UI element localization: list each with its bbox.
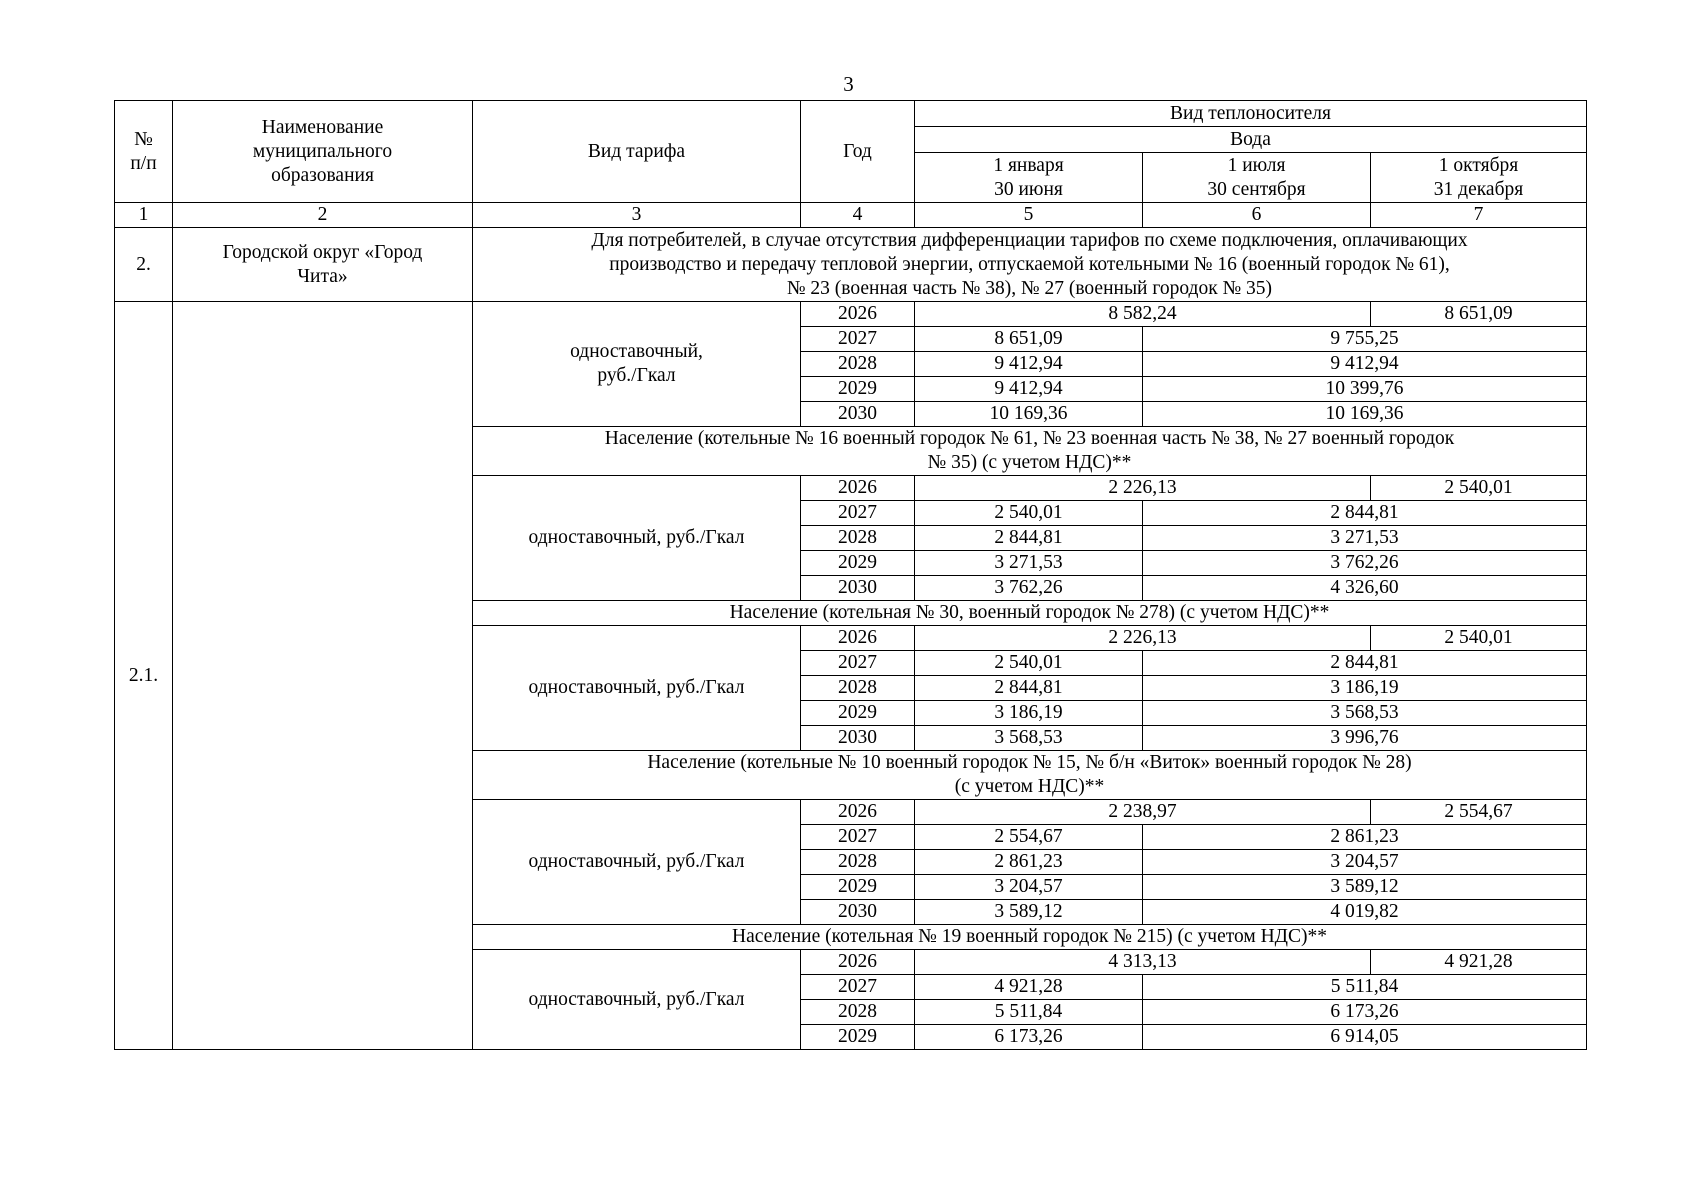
year-cell: 2029 — [801, 701, 915, 726]
row-2-description: Для потребителей, в случае отсутствия дифференциации тарифов по схеме подключения, оплачивающих производство и передачу тепловой энергии, отпускаемой котельными № 16 (военный городок № 61), № 23 (военная часть № 38), № 27 (военный городок № 35) — [473, 228, 1587, 302]
value-cell-jan-jun: 9 412,94 — [915, 377, 1143, 402]
column-number: 5 — [915, 203, 1143, 228]
tariff-type-cell: одноставочный, руб./Гкал — [473, 626, 801, 751]
value-cell-jul-dec: 10 169,36 — [1143, 402, 1587, 427]
group-heading: Население (котельная № 30, военный городок № 278) (с учетом НДС)** — [473, 601, 1587, 626]
year-cell: 2029 — [801, 1025, 915, 1050]
row-2-1-num: 2.1. — [115, 302, 173, 1050]
column-number: 7 — [1371, 203, 1587, 228]
year-cell: 2029 — [801, 551, 915, 576]
year-cell: 2030 — [801, 726, 915, 751]
tariff-type-cell: одноставочный, руб./Гкал — [473, 302, 801, 427]
value-cell-jan-jun: 3 204,57 — [915, 875, 1143, 900]
value-cell-jan-sep: 2 226,13 — [915, 626, 1371, 651]
value-cell-jul-dec: 4 019,82 — [1143, 900, 1587, 925]
value-cell-jan-sep: 4 313,13 — [915, 950, 1371, 975]
year-cell: 2030 — [801, 576, 915, 601]
group-heading: Население (котельные № 16 военный городок № 61, № 23 военная часть № 38, № 27 военный городок № 35) (с учетом НДС)** — [473, 427, 1587, 476]
header-year: Год — [801, 101, 915, 203]
tariff-type-cell: одноставочный, руб./Гкал — [473, 476, 801, 601]
value-cell-jan-jun: 2 844,81 — [915, 526, 1143, 551]
value-cell-jan-sep: 8 582,24 — [915, 302, 1371, 327]
value-cell-jul-dec: 2 861,23 — [1143, 825, 1587, 850]
year-cell: 2028 — [801, 526, 915, 551]
value-cell-jul-dec: 3 271,53 — [1143, 526, 1587, 551]
year-cell: 2027 — [801, 825, 915, 850]
value-cell-jul-dec: 3 762,26 — [1143, 551, 1587, 576]
value-cell-jul-dec: 3 186,19 — [1143, 676, 1587, 701]
value-cell-jul-dec: 9 412,94 — [1143, 352, 1587, 377]
value-cell-jul-dec: 6 914,05 — [1143, 1025, 1587, 1050]
value-cell-jul-dec: 6 173,26 — [1143, 1000, 1587, 1025]
year-cell: 2026 — [801, 302, 915, 327]
value-cell-jan-jun: 2 844,81 — [915, 676, 1143, 701]
value-cell-oct-dec: 2 554,67 — [1371, 800, 1587, 825]
value-cell-jan-jun: 5 511,84 — [915, 1000, 1143, 1025]
year-cell: 2028 — [801, 352, 915, 377]
value-cell-jul-dec: 2 844,81 — [1143, 501, 1587, 526]
value-cell-jan-jun: 6 173,26 — [915, 1025, 1143, 1050]
value-cell-oct-dec: 8 651,09 — [1371, 302, 1587, 327]
header-municipality: Наименование муниципального образования — [173, 101, 473, 203]
value-cell-jan-jun: 4 921,28 — [915, 975, 1143, 1000]
value-cell-jan-jun: 3 271,53 — [915, 551, 1143, 576]
year-cell: 2026 — [801, 950, 915, 975]
header-carrier: Вид теплоносителя — [915, 101, 1587, 127]
row-2-name: Городской округ «Город Чита» — [173, 228, 473, 302]
header-tariff-type: Вид тарифа — [473, 101, 801, 203]
value-cell-jan-jun: 3 589,12 — [915, 900, 1143, 925]
value-cell-jan-jun: 8 651,09 — [915, 327, 1143, 352]
column-number: 1 — [115, 203, 173, 228]
year-cell: 2027 — [801, 327, 915, 352]
page-number: 3 — [843, 72, 854, 96]
value-cell-jul-dec: 10 399,76 — [1143, 377, 1587, 402]
value-cell-jul-dec: 3 204,57 — [1143, 850, 1587, 875]
year-cell: 2028 — [801, 1000, 915, 1025]
header-num: № п/п — [115, 101, 173, 203]
value-cell-jan-jun: 3 568,53 — [915, 726, 1143, 751]
value-cell-jul-dec: 3 589,12 — [1143, 875, 1587, 900]
row-2 — [115, 228, 1587, 302]
value-cell-jan-sep: 2 226,13 — [915, 476, 1371, 501]
value-cell-jan-jun: 2 861,23 — [915, 850, 1143, 875]
header-period-1: 1 января 30 июня — [915, 153, 1143, 203]
row-2-1-name — [173, 302, 473, 1050]
column-numbers-row — [115, 203, 1587, 228]
column-number: 4 — [801, 203, 915, 228]
value-cell-jul-dec: 9 755,25 — [1143, 327, 1587, 352]
tariff-type-cell: одноставочный, руб./Гкал — [473, 800, 801, 925]
value-cell-jan-jun: 10 169,36 — [915, 402, 1143, 427]
value-cell-jul-dec: 3 996,76 — [1143, 726, 1587, 751]
value-cell-oct-dec: 2 540,01 — [1371, 626, 1587, 651]
year-cell: 2027 — [801, 651, 915, 676]
year-cell: 2026 — [801, 476, 915, 501]
tariff-table — [114, 100, 1587, 1050]
year-cell: 2030 — [801, 900, 915, 925]
header-period-3: 1 октября 31 декабря — [1371, 153, 1587, 203]
value-cell-jan-sep: 2 238,97 — [915, 800, 1371, 825]
value-cell-oct-dec: 4 921,28 — [1371, 950, 1587, 975]
value-cell-jan-jun: 2 540,01 — [915, 651, 1143, 676]
header-period-2: 1 июля 30 сентября — [1143, 153, 1371, 203]
group-heading: Население (котельная № 19 военный городок № 215) (с учетом НДС)** — [473, 925, 1587, 950]
year-cell: 2029 — [801, 377, 915, 402]
year-cell: 2028 — [801, 676, 915, 701]
column-number: 3 — [473, 203, 801, 228]
value-cell-jan-jun: 3 186,19 — [915, 701, 1143, 726]
year-cell: 2030 — [801, 402, 915, 427]
value-cell-oct-dec: 2 540,01 — [1371, 476, 1587, 501]
year-cell: 2026 — [801, 800, 915, 825]
group-heading: Население (котельные № 10 военный городок № 15, № б/н «Виток» военный городок № 28) (с учетом НДС)** — [473, 751, 1587, 800]
value-cell-jul-dec: 4 326,60 — [1143, 576, 1587, 601]
value-cell-jul-dec: 5 511,84 — [1143, 975, 1587, 1000]
year-cell: 2027 — [801, 975, 915, 1000]
year-cell: 2026 — [801, 626, 915, 651]
value-cell-jan-jun: 2 540,01 — [915, 501, 1143, 526]
tariff-row — [115, 302, 1587, 327]
column-number: 2 — [173, 203, 473, 228]
tariff-type-cell: одноставочный, руб./Гкал — [473, 950, 801, 1050]
value-cell-jul-dec: 2 844,81 — [1143, 651, 1587, 676]
value-cell-jan-jun: 2 554,67 — [915, 825, 1143, 850]
value-cell-jan-jun: 9 412,94 — [915, 352, 1143, 377]
value-cell-jan-jun: 3 762,26 — [915, 576, 1143, 601]
row-2-num: 2. — [115, 228, 173, 302]
value-cell-jul-dec: 3 568,53 — [1143, 701, 1587, 726]
year-cell: 2028 — [801, 850, 915, 875]
year-cell: 2029 — [801, 875, 915, 900]
header-water: Вода — [915, 127, 1587, 153]
year-cell: 2027 — [801, 501, 915, 526]
column-number: 6 — [1143, 203, 1371, 228]
